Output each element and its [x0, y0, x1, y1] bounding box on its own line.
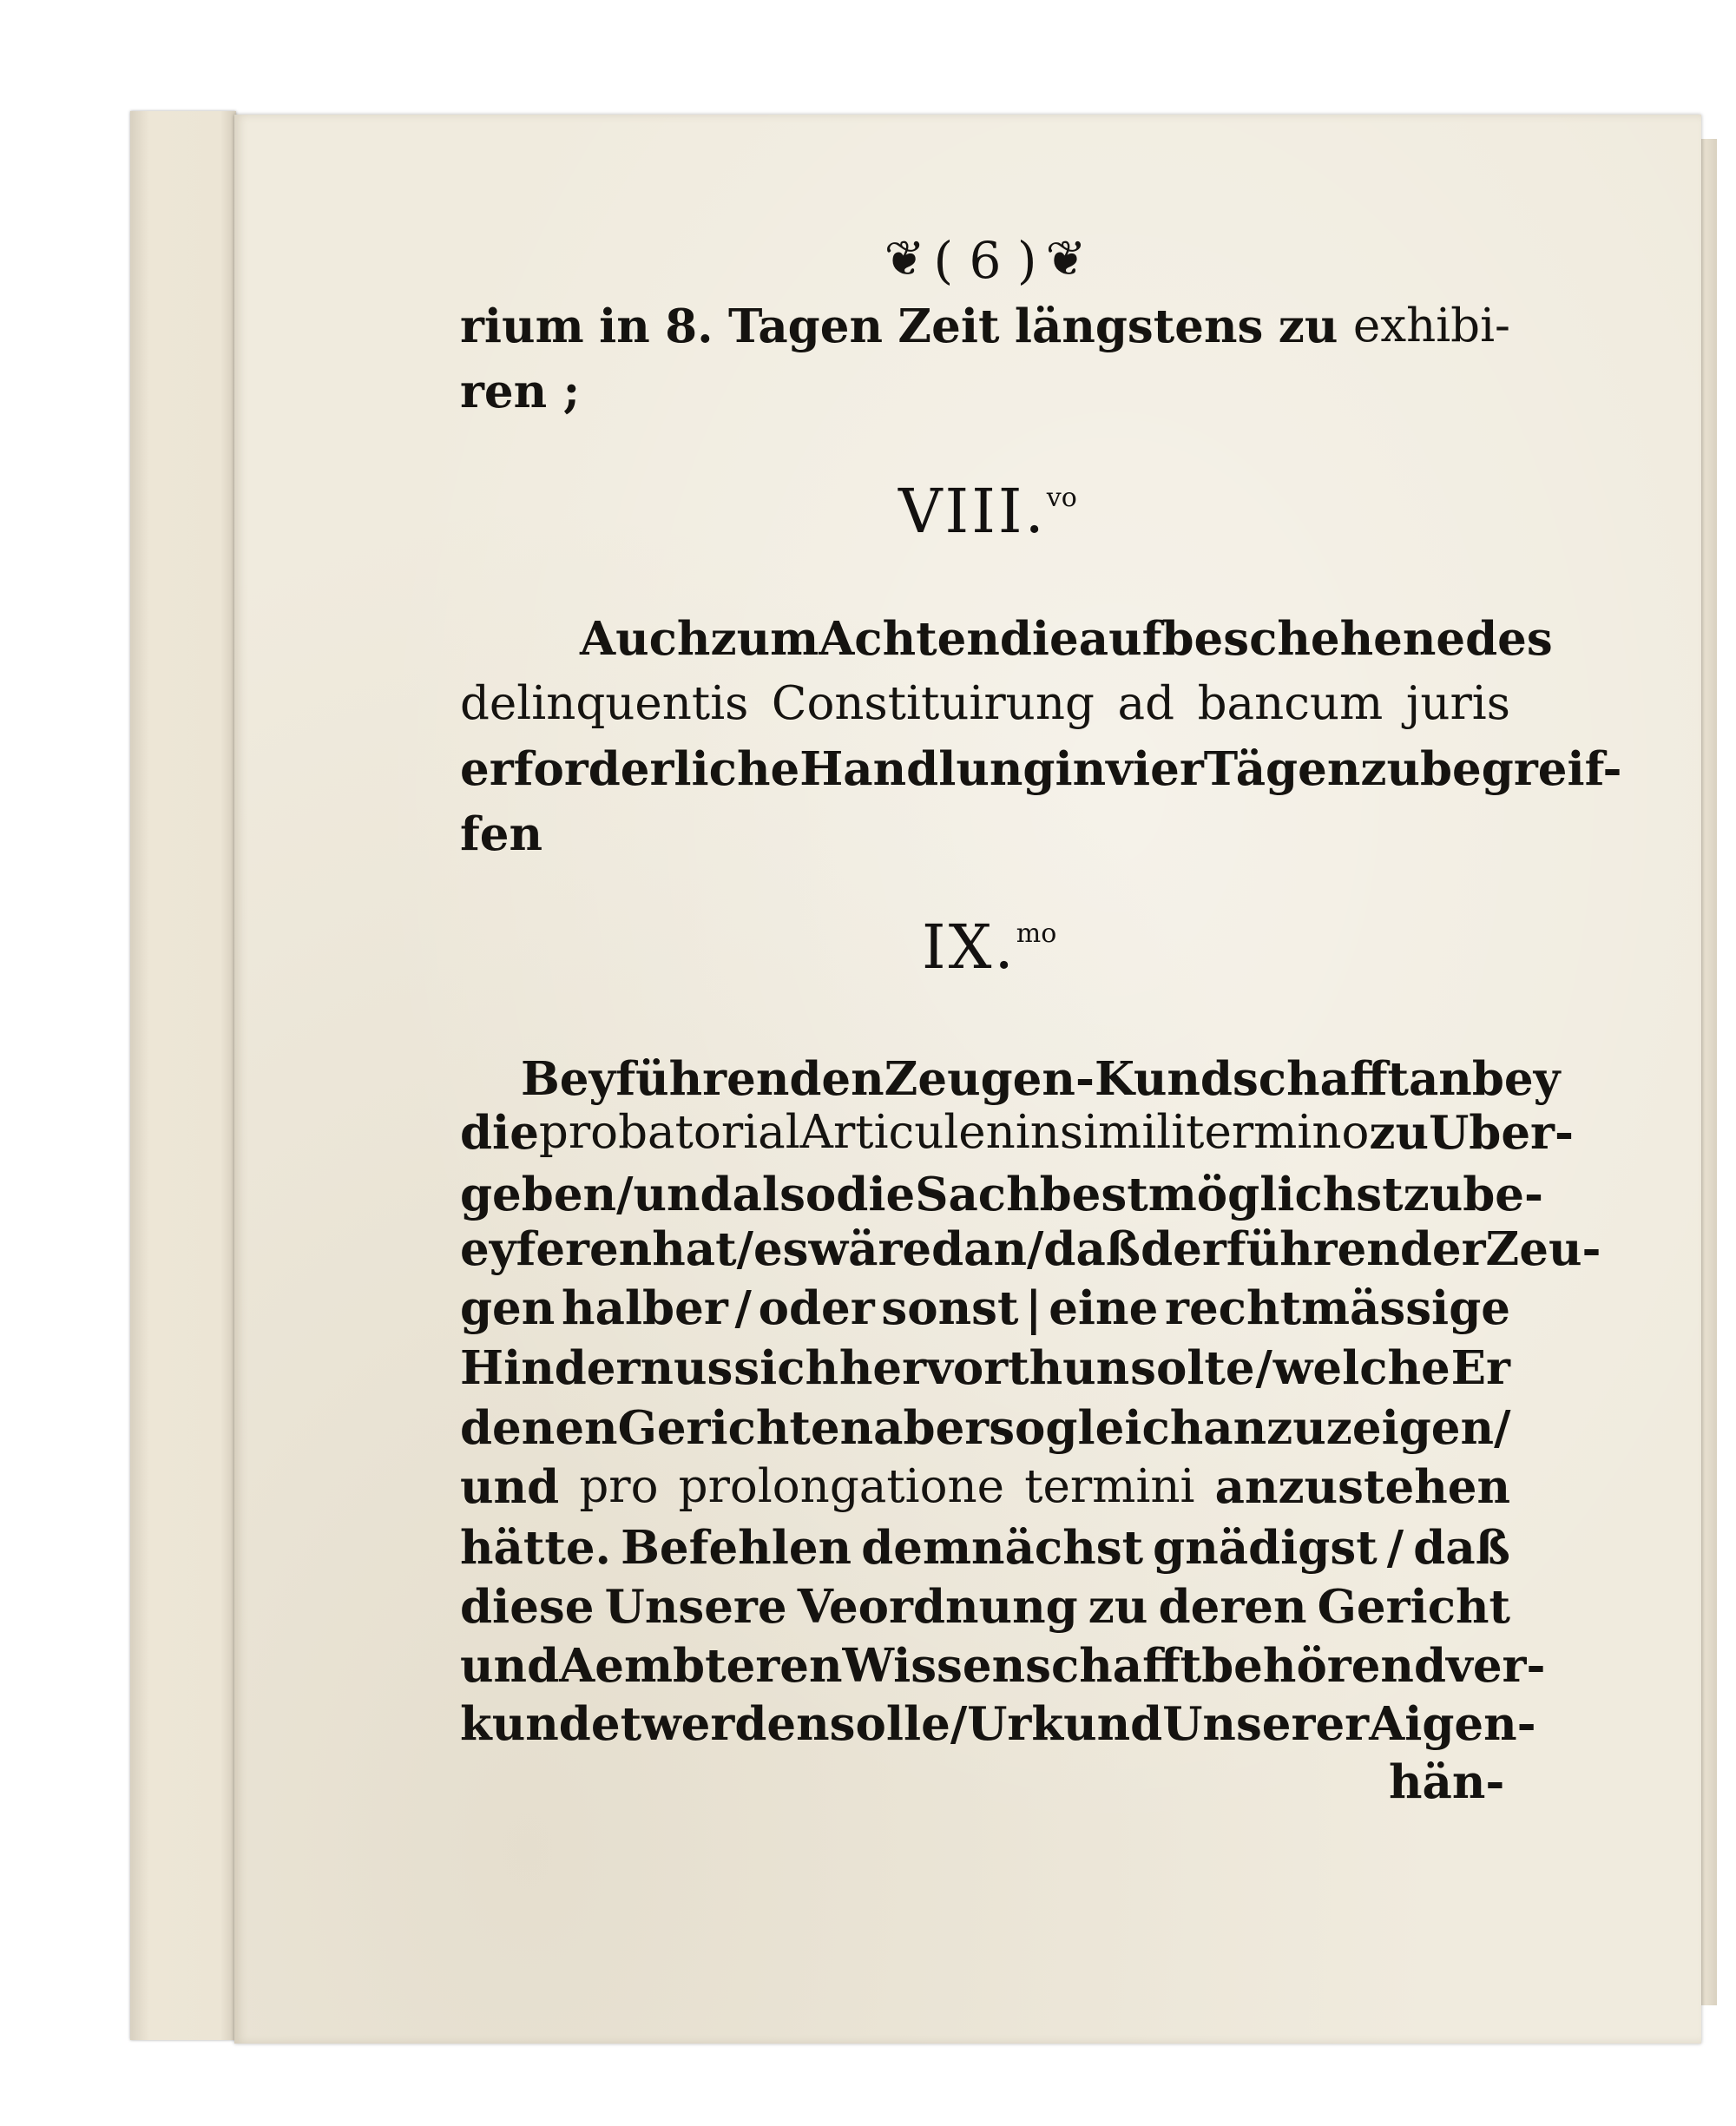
word: Unsere [604, 1580, 787, 1634]
word: / [1494, 1401, 1511, 1455]
word: Befehlen [621, 1521, 852, 1575]
word: gnädigst [1153, 1521, 1378, 1575]
section9-line-10 [460, 1580, 1510, 1634]
word: juris [1405, 677, 1510, 730]
word: hätte. [460, 1521, 612, 1575]
word: Hindernus [460, 1341, 733, 1395]
word: zu [1360, 742, 1420, 796]
word: termini [1024, 1460, 1195, 1513]
word: hat/ [652, 1222, 753, 1276]
word: Wissenschafft [842, 1639, 1202, 1693]
section9-line-9 [460, 1521, 1510, 1575]
word: aber [873, 1401, 990, 1455]
word: geben [460, 1168, 617, 1221]
word: in [1015, 1106, 1060, 1159]
word: dan/ [931, 1222, 1044, 1276]
word: und [460, 1460, 560, 1514]
word: des [1465, 612, 1553, 666]
word: hervorthun [838, 1341, 1130, 1395]
section8-line-3 [460, 742, 1622, 796]
word: Articulen [799, 1106, 1016, 1159]
word: daß [1043, 1222, 1141, 1276]
word: gen [460, 1281, 556, 1335]
word: denen [460, 1401, 618, 1455]
word: führen [615, 1052, 790, 1106]
section-heading-viii [898, 476, 1077, 547]
word: und [633, 1168, 733, 1221]
word: Aigen- [1369, 1697, 1536, 1751]
word: Gericht [1317, 1580, 1510, 1634]
word: Veordnung [797, 1580, 1078, 1634]
word: halber [562, 1281, 728, 1335]
word: zu [1403, 1168, 1463, 1221]
word: Urkund [967, 1697, 1163, 1751]
page-number: ( 6 ) [933, 231, 1037, 290]
word: Sach [915, 1168, 1040, 1221]
word: so [989, 1401, 1046, 1455]
word: eine [1049, 1281, 1159, 1335]
catchword: hän- [1389, 1755, 1505, 1809]
heading-suffix: vo [1046, 483, 1077, 513]
word: solle [829, 1697, 950, 1751]
section9-line-4 [460, 1222, 1601, 1276]
section9-line-11 [460, 1639, 1546, 1693]
word: delinquentis [460, 677, 749, 730]
word: demnächst [861, 1521, 1144, 1575]
word: zu [1088, 1580, 1148, 1634]
word: / [616, 1168, 634, 1221]
word: in [1055, 742, 1107, 796]
section9-line-3 [460, 1168, 1544, 1221]
intro-line-2 [460, 365, 1510, 418]
word: eyferen [460, 1222, 653, 1276]
section8-line-2 [460, 677, 1510, 730]
section9-line-1 [521, 1052, 1561, 1106]
word: längstens [1014, 299, 1264, 353]
word: der [1141, 1222, 1226, 1276]
section9-line-2 [460, 1106, 1574, 1160]
word: kundet [460, 1697, 642, 1751]
word: den [789, 1052, 884, 1106]
word: - [1075, 1052, 1095, 1106]
word: Aembteren [559, 1639, 843, 1693]
heading-suffix: mo [1016, 918, 1057, 949]
section9-line-5 [460, 1281, 1510, 1335]
word: / [734, 1281, 752, 1335]
word: die [836, 1168, 916, 1221]
section8-line-4 [460, 807, 1510, 861]
word: es [753, 1222, 809, 1276]
ornament-right-icon: ❦ [1045, 230, 1087, 287]
word: ren ; [460, 365, 581, 418]
word: Auch [580, 612, 711, 666]
word: oder [758, 1281, 875, 1335]
ornament-left-icon: ❦ [884, 230, 925, 287]
word: Zeugen [884, 1052, 1075, 1106]
word: simili [1059, 1106, 1187, 1159]
word: fen [460, 807, 543, 861]
word: und [460, 1639, 560, 1693]
word: Bey [521, 1052, 616, 1106]
word: diese [460, 1580, 595, 1634]
word: wäre [808, 1222, 932, 1276]
word: rium [460, 299, 584, 353]
word: behörend [1201, 1639, 1447, 1693]
word: Zeit [898, 299, 1000, 353]
word: Handlung [799, 742, 1055, 796]
word: werden [641, 1697, 830, 1751]
page-header [859, 226, 1111, 295]
word: in [599, 299, 650, 353]
word: / [950, 1697, 968, 1751]
word: | [1025, 1281, 1042, 1335]
word: be- [1463, 1168, 1544, 1221]
word: Unserer [1162, 1697, 1370, 1751]
word: solte [1130, 1341, 1255, 1395]
word: Achten [819, 612, 1000, 666]
section9-line-8 [460, 1460, 1510, 1514]
word: zum [710, 612, 819, 666]
word: anzustehen [1214, 1460, 1510, 1514]
word: also [732, 1168, 837, 1221]
section-heading-ix [922, 912, 1056, 983]
word: Uber- [1429, 1106, 1574, 1160]
section8-line-1 [580, 612, 1553, 666]
word: beschehene [1161, 612, 1466, 666]
word: bancum [1197, 677, 1384, 730]
word: Constituirung [771, 677, 1095, 730]
word: ver- [1446, 1639, 1546, 1693]
section9-line-7 [460, 1401, 1510, 1455]
word: anbey [1408, 1052, 1561, 1106]
word: daß [1413, 1521, 1510, 1575]
word: zu [1369, 1106, 1430, 1160]
word: anzuzeigen [1203, 1401, 1495, 1455]
word: bestmöglichst [1039, 1168, 1404, 1221]
word: Er [1450, 1341, 1510, 1395]
word: rechtmässige [1165, 1281, 1510, 1335]
word: Gerichten [617, 1401, 874, 1455]
word: welche [1272, 1341, 1450, 1395]
word: die [999, 612, 1079, 666]
word: prolongatione [678, 1460, 1005, 1513]
word: die [460, 1106, 539, 1160]
word: gleich [1045, 1401, 1204, 1455]
word: Tägen [1203, 742, 1361, 796]
section9-line-6 [460, 1341, 1510, 1395]
word: termino [1186, 1106, 1370, 1159]
intro-line-1 [460, 299, 1510, 353]
word: Zeu- [1485, 1222, 1601, 1276]
word: erforderliche [460, 742, 800, 796]
word: sich [733, 1341, 839, 1395]
word: exhibi- [1352, 299, 1510, 352]
heading-text: VIII. [898, 476, 1047, 547]
word: vier [1106, 742, 1204, 796]
word: Kundschafft [1094, 1052, 1409, 1106]
section9-line-12 [460, 1697, 1536, 1751]
word: auf [1078, 612, 1162, 666]
word: / [1255, 1341, 1272, 1395]
word: deren [1158, 1580, 1307, 1634]
word: pro [579, 1460, 659, 1513]
word: 8. [665, 299, 713, 353]
binding-strip [130, 111, 236, 2040]
heading-text: IX. [922, 912, 1016, 983]
word: Tagen [727, 299, 883, 353]
word: probatorial [538, 1106, 800, 1159]
word: zu [1278, 299, 1338, 353]
word: begreif- [1420, 742, 1622, 796]
word: / [1386, 1521, 1404, 1575]
word: sonst [881, 1281, 1019, 1335]
word: ad [1117, 677, 1174, 730]
word: führender [1226, 1222, 1486, 1276]
